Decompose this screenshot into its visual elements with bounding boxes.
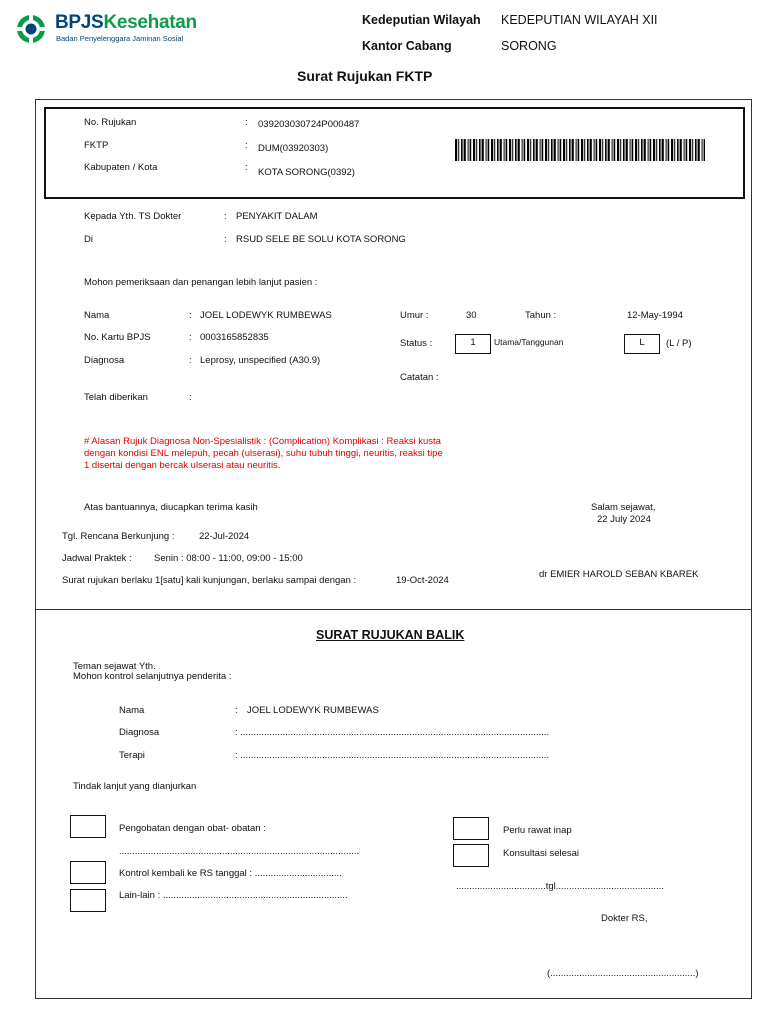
barcode-bar bbox=[614, 139, 616, 161]
barcode-bar bbox=[518, 139, 520, 161]
barcode-bar bbox=[641, 139, 643, 161]
barcode-bar bbox=[476, 139, 477, 161]
barcode-bar bbox=[671, 139, 673, 161]
catatan-label: Catatan : bbox=[400, 372, 439, 383]
kantor-label: Kantor Cabang bbox=[362, 39, 452, 53]
barcode-image bbox=[455, 139, 705, 161]
diagnosa-label: Diagnosa bbox=[84, 355, 125, 366]
bpjs-logo-icon bbox=[15, 13, 47, 45]
barcode-bar bbox=[458, 139, 459, 161]
colon: : bbox=[224, 211, 227, 222]
kartu-value: 0003165852835 bbox=[200, 332, 269, 343]
page-title: Surat Rujukan FKTP bbox=[297, 68, 433, 84]
barcode-bar bbox=[494, 139, 495, 161]
barcode-bar bbox=[704, 139, 705, 161]
fktp-label: FKTP bbox=[84, 140, 109, 151]
di-value: RSUD SELE BE SOLU KOTA SORONG bbox=[236, 234, 406, 245]
alasan-line: 1 disertai dengan bercak ulserasi atau neuritis. bbox=[84, 460, 281, 471]
barcode-bar bbox=[569, 139, 571, 161]
barcode-bar bbox=[558, 139, 559, 161]
berlaku-label: Surat rujukan berlaku 1[satu] kali kunjungan, berlaku sampai dengan : bbox=[62, 575, 357, 586]
rawat-label: Perlu rawat inap bbox=[503, 825, 572, 836]
barcode-bar bbox=[698, 139, 700, 161]
barcode-bar bbox=[455, 139, 457, 161]
balik-diagnosa-field[interactable]: : ..................................................................................................................... bbox=[235, 727, 550, 738]
barcode-bar bbox=[680, 139, 682, 161]
signature-field[interactable]: (.......................................................) bbox=[547, 968, 699, 979]
barcode-bar bbox=[668, 139, 670, 161]
kabupaten-label: Kabupaten / Kota bbox=[84, 162, 158, 173]
konsultasi-checkbox[interactable] bbox=[453, 844, 489, 867]
salam-text: Salam sejawat, bbox=[591, 502, 656, 513]
lain-checkbox[interactable] bbox=[70, 889, 106, 912]
colon: : bbox=[245, 140, 248, 151]
rencana-value: 22-Jul-2024 bbox=[199, 531, 250, 542]
alasan-line: dengan kondisi ENL melepuh, pecah (ulserasi), suhu tubuh tinggi, neuritis, reaksi tipe bbox=[84, 448, 443, 459]
barcode-bar bbox=[536, 139, 538, 161]
barcode-bar bbox=[524, 139, 526, 161]
nama-value: JOEL LODEWYK RUMBEWAS bbox=[200, 310, 332, 321]
barcode-bar bbox=[630, 139, 631, 161]
kontrol-checkbox[interactable] bbox=[70, 861, 106, 884]
tgl-field[interactable]: ..................................tgl......................................... bbox=[456, 881, 664, 892]
gender-desc: (L / P) bbox=[666, 338, 692, 349]
barcode-bar bbox=[653, 139, 655, 161]
barcode-bar bbox=[608, 139, 610, 161]
jadwal-value: Senin : 08:00 - 11:00, 09:00 - 15:00 bbox=[154, 553, 303, 564]
barcode-bar bbox=[515, 139, 517, 161]
barcode-bar bbox=[626, 139, 628, 161]
umur-value: 30 bbox=[466, 310, 477, 321]
balik-nama-value: JOEL LODEWYK RUMBEWAS bbox=[247, 705, 379, 716]
jadwal-label: Jadwal Praktek : bbox=[62, 553, 132, 564]
gender-box: L bbox=[624, 334, 660, 354]
diagnosa-value: Leprosy, unspecified (A30.9) bbox=[200, 355, 321, 366]
barcode-bar bbox=[602, 139, 603, 161]
barcode-bar bbox=[479, 139, 481, 161]
balik-terapi-field[interactable]: : ..................................................................................................................... bbox=[235, 750, 550, 761]
barcode-bar bbox=[554, 139, 556, 161]
konsultasi-label: Konsultasi selesai bbox=[503, 848, 580, 859]
barcode-bar bbox=[533, 139, 535, 161]
intro-text: Mohon pemeriksaan dan penangan lebih lanjut pasien : bbox=[84, 277, 318, 288]
obat-checkbox[interactable] bbox=[70, 815, 106, 838]
barcode-bar bbox=[584, 139, 585, 161]
fktp-value: DUM(03920303) bbox=[258, 143, 329, 154]
status-label: Status : bbox=[400, 338, 433, 349]
barcode-bar bbox=[506, 139, 508, 161]
nama-label: Nama bbox=[84, 310, 110, 321]
deputi-label: Kedeputian Wilayah bbox=[362, 13, 481, 27]
barcode-bar bbox=[689, 139, 691, 161]
barcode-bar bbox=[692, 139, 693, 161]
barcode-bar bbox=[686, 139, 688, 161]
barcode-bar bbox=[581, 139, 583, 161]
rawat-checkbox[interactable] bbox=[453, 817, 489, 840]
rencana-label: Tgl. Rencana Berkunjung : bbox=[62, 531, 175, 542]
barcode-bar bbox=[587, 139, 589, 161]
no-rujukan-label: No. Rujukan bbox=[84, 117, 137, 128]
umur-label: Umur : bbox=[400, 310, 429, 321]
tindak-label: Tindak lanjut yang dianjurkan bbox=[73, 781, 197, 792]
colon: : bbox=[189, 310, 192, 321]
colon: : bbox=[245, 117, 248, 128]
tahun-label: Tahun : bbox=[525, 310, 557, 321]
obat-label: Pengobatan dengan obat- obatan : bbox=[119, 823, 266, 834]
barcode-bar bbox=[674, 139, 675, 161]
barcode-bar bbox=[695, 139, 697, 161]
section-divider bbox=[35, 609, 751, 610]
barcode-bar bbox=[578, 139, 580, 161]
tahun-value: 12-May-1994 bbox=[627, 310, 683, 321]
greet-line-2: Mohon kontrol selanjutnya penderita : bbox=[73, 671, 232, 682]
barcode-bar bbox=[470, 139, 472, 161]
barcode-bar bbox=[576, 139, 577, 161]
alasan-line: # Alasan Rujuk Diagnosa Non-Spesialistik : (Complication) Komplikasi : Reaksi kusta bbox=[84, 436, 441, 447]
obat-dots[interactable]: ........................................................................................... bbox=[119, 846, 360, 857]
barcode-bar bbox=[605, 139, 607, 161]
barcode-bar bbox=[464, 139, 466, 161]
greet-line-1: Teman sejawat Yth. bbox=[73, 661, 156, 672]
barcode-bar bbox=[617, 139, 619, 161]
kartu-label: No. Kartu BPJS bbox=[84, 332, 151, 343]
berlaku-value: 19-Oct-2024 bbox=[396, 575, 449, 586]
barcode-bar bbox=[635, 139, 637, 161]
status-desc: Utama/Tanggunan bbox=[494, 337, 564, 347]
colon: : bbox=[189, 392, 192, 403]
balik-diagnosa-label: Diagnosa bbox=[119, 727, 160, 738]
kepada-value: PENYAKIT DALAM bbox=[236, 211, 318, 222]
colon: : bbox=[224, 234, 227, 245]
barcode-bar bbox=[620, 139, 621, 161]
barcode-bar bbox=[684, 139, 685, 161]
barcode-bar bbox=[504, 139, 505, 161]
barcode-bar bbox=[545, 139, 547, 161]
barcode-bar bbox=[488, 139, 490, 161]
thanks-text: Atas bantuannya, diucapkan terima kasih bbox=[84, 502, 258, 513]
barcode-bar bbox=[594, 139, 595, 161]
barcode-bar bbox=[632, 139, 634, 161]
barcode-bar bbox=[572, 139, 574, 161]
barcode-bar bbox=[702, 139, 703, 161]
logo-title-b: Kesehatan bbox=[103, 12, 197, 33]
barcode-bar bbox=[522, 139, 523, 161]
barcode-bar bbox=[512, 139, 513, 161]
barcode-bar bbox=[659, 139, 661, 161]
kantor-value: SORONG bbox=[501, 39, 557, 53]
barcode-bar bbox=[461, 139, 463, 161]
doctor-name: dr EMIER HAROLD SEBAN KBAREK bbox=[539, 569, 699, 580]
barcode-bar bbox=[638, 139, 639, 161]
barcode-bar bbox=[509, 139, 511, 161]
barcode-bar bbox=[666, 139, 667, 161]
barcode-bar bbox=[590, 139, 592, 161]
colon: : bbox=[189, 332, 192, 343]
barcode-bar bbox=[656, 139, 657, 161]
balik-nama-label: Nama bbox=[119, 705, 145, 716]
logo-title-a: BPJS bbox=[55, 12, 104, 33]
barcode-bar bbox=[473, 139, 475, 161]
alasan-text bbox=[84, 436, 443, 472]
barcode-bar bbox=[500, 139, 502, 161]
barcode-bar bbox=[650, 139, 652, 161]
colon: : bbox=[189, 355, 192, 366]
dokter-rs-label: Dokter RS, bbox=[601, 913, 648, 924]
colon: : bbox=[235, 705, 238, 716]
letter-date: 22 July 2024 bbox=[597, 514, 651, 525]
barcode-bar bbox=[548, 139, 549, 161]
barcode-bar bbox=[662, 139, 664, 161]
barcode-bar bbox=[623, 139, 625, 161]
barcode-bar bbox=[563, 139, 565, 161]
barcode-bar bbox=[566, 139, 567, 161]
di-label: Di bbox=[84, 234, 93, 245]
kepada-label: Kepada Yth. TS Dokter bbox=[84, 211, 182, 222]
barcode-bar bbox=[596, 139, 598, 161]
barcode-bar bbox=[644, 139, 646, 161]
barcode-bar bbox=[560, 139, 562, 161]
telah-label: Telah diberikan bbox=[84, 392, 148, 403]
barcode-bar bbox=[527, 139, 529, 161]
logo-subtitle: Badan Penyelenggara Jaminan Sosial bbox=[56, 34, 184, 43]
barcode-bar bbox=[542, 139, 544, 161]
balik-title: SURAT RUJUKAN BALIK bbox=[316, 628, 465, 642]
barcode-bar bbox=[648, 139, 649, 161]
kontrol-label: Kontrol kembali ke RS tanggal : ................................. bbox=[119, 868, 342, 879]
balik-terapi-label: Terapi bbox=[119, 750, 145, 761]
no-rujukan-value: 039203030724P000487 bbox=[258, 119, 360, 130]
barcode-bar bbox=[486, 139, 487, 161]
barcode-bar bbox=[540, 139, 541, 161]
lain-label: Lain-lain : ...................................................................... bbox=[119, 890, 348, 901]
barcode-bar bbox=[677, 139, 679, 161]
barcode-bar bbox=[599, 139, 601, 161]
logo-title bbox=[55, 12, 197, 34]
barcode-bar bbox=[612, 139, 613, 161]
barcode-bar bbox=[491, 139, 493, 161]
status-box: 1 bbox=[455, 334, 491, 354]
barcode-bar bbox=[530, 139, 531, 161]
deputi-value: KEDEPUTIAN WILAYAH XII bbox=[501, 13, 658, 27]
barcode-bar bbox=[482, 139, 484, 161]
kabupaten-value: KOTA SORONG(0392) bbox=[258, 167, 355, 178]
barcode-bar bbox=[468, 139, 469, 161]
barcode-bar bbox=[551, 139, 553, 161]
barcode-bar bbox=[497, 139, 499, 161]
colon: : bbox=[245, 162, 248, 173]
